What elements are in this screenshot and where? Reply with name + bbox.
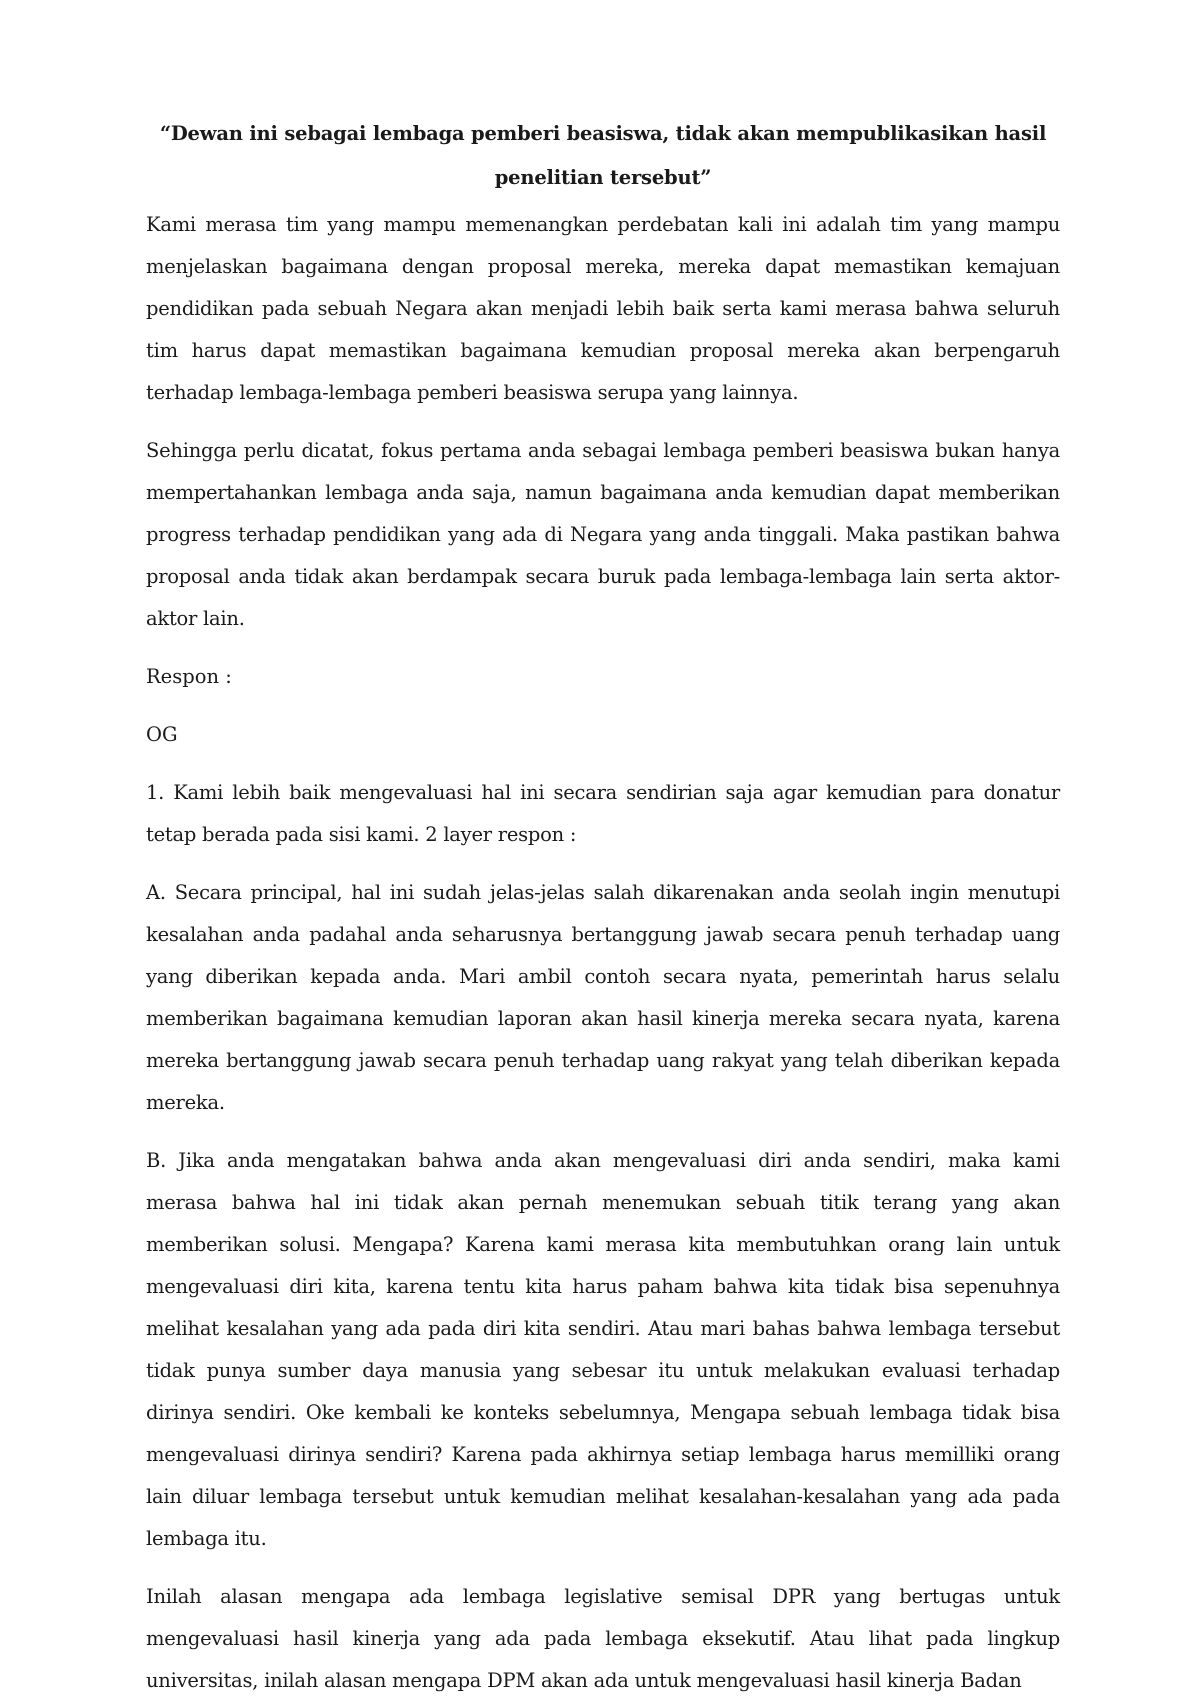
document-title: “Dewan ini sebagai lembaga pemberi beasiswa, tidak akan mempublikasikan hasil penelitian tersebut” [159,122,1047,189]
paragraph-og-label: OG [146,723,178,746]
paragraph-focus: Sehingga perlu dicatat, fokus pertama anda sebagai lembaga pemberi beasiswa bukan hanya mempertahankan lembaga anda saja, namun bagaimana anda kemudian dapat memberikan progress terhadap pendidikan yang ada di Negara yang anda tinggali. Maka pastikan bahwa proposal anda tidak akan berdampak secara buruk pada lembaga-lembaga lain serta aktor-aktor lain. [146,439,1060,630]
paragraph-point-a: A. Secara principal, hal ini sudah jelas-jelas salah dikarenakan anda seolah ingin menutupi kesalahan anda padahal anda seharusnya bertanggung jawab secara penuh terhadap uang yang diberikan kepada anda. Mari ambil contoh secara nyata, pemerintah harus selalu memberikan bagaimana kemudian laporan akan hasil kinerja mereka secara nyata, karena mereka bertanggung jawab secara penuh terhadap uang rakyat yang telah diberikan kepada mereka. [146,881,1060,1114]
paragraph-respon-label: Respon : [146,665,232,688]
paragraph-intro: Kami merasa tim yang mampu memenangkan perdebatan kali ini adalah tim yang mampu menjelaskan bagaimana dengan proposal mereka, mereka dapat memastikan kemajuan pendidikan pada sebuah Negara akan menjadi lebih baik serta kami merasa bahwa seluruh tim harus dapat memastikan bagaimana kemudian proposal mereka akan berpengaruh terhadap lembaga-lembaga pemberi beasiswa serupa yang lainnya. [146,213,1060,404]
paragraph-closing: Inilah alasan mengapa ada lembaga legislative semisal DPR yang bertugas untuk mengevaluasi hasil kinerja yang ada pada lembaga eksekutif. Atau lihat pada lingkup universitas, inilah alasan mengapa DPM akan ada untuk mengevaluasi hasil kinerja Badan [146,1585,1060,1692]
paragraph-point-b: B. Jika anda mengatakan bahwa anda akan mengevaluasi diri anda sendiri, maka kami merasa bahwa hal ini tidak akan pernah menemukan sebuah titik terang yang akan memberikan solusi. Mengapa? Karena kami merasa kita membutuhkan orang lain untuk mengevaluasi diri kita, karena tentu kita harus paham bahwa kita tidak bisa sepenuhnya melihat kesalahan yang ada pada diri kita sendiri. Atau mari bahas bahwa lembaga tersebut tidak punya sumber daya manusia yang sebesar itu untuk melakukan evaluasi terhadap dirinya sendiri. Oke kembali ke konteks sebelumnya, Mengapa sebuah lembaga tidak bisa mengevaluasi dirinya sendiri? Karena pada akhirnya setiap lembaga harus memilliki orang lain diluar lembaga tersebut untuk kemudian melihat kesalahan-kesalahan yang ada pada lembaga itu. [146,1149,1060,1550]
document-body [146,112,1060,1698]
paragraph-point-1: 1. Kami lebih baik mengevaluasi hal ini secara sendirian saja agar kemudian para donatur tetap berada pada sisi kami. 2 layer respon : [146,781,1060,846]
